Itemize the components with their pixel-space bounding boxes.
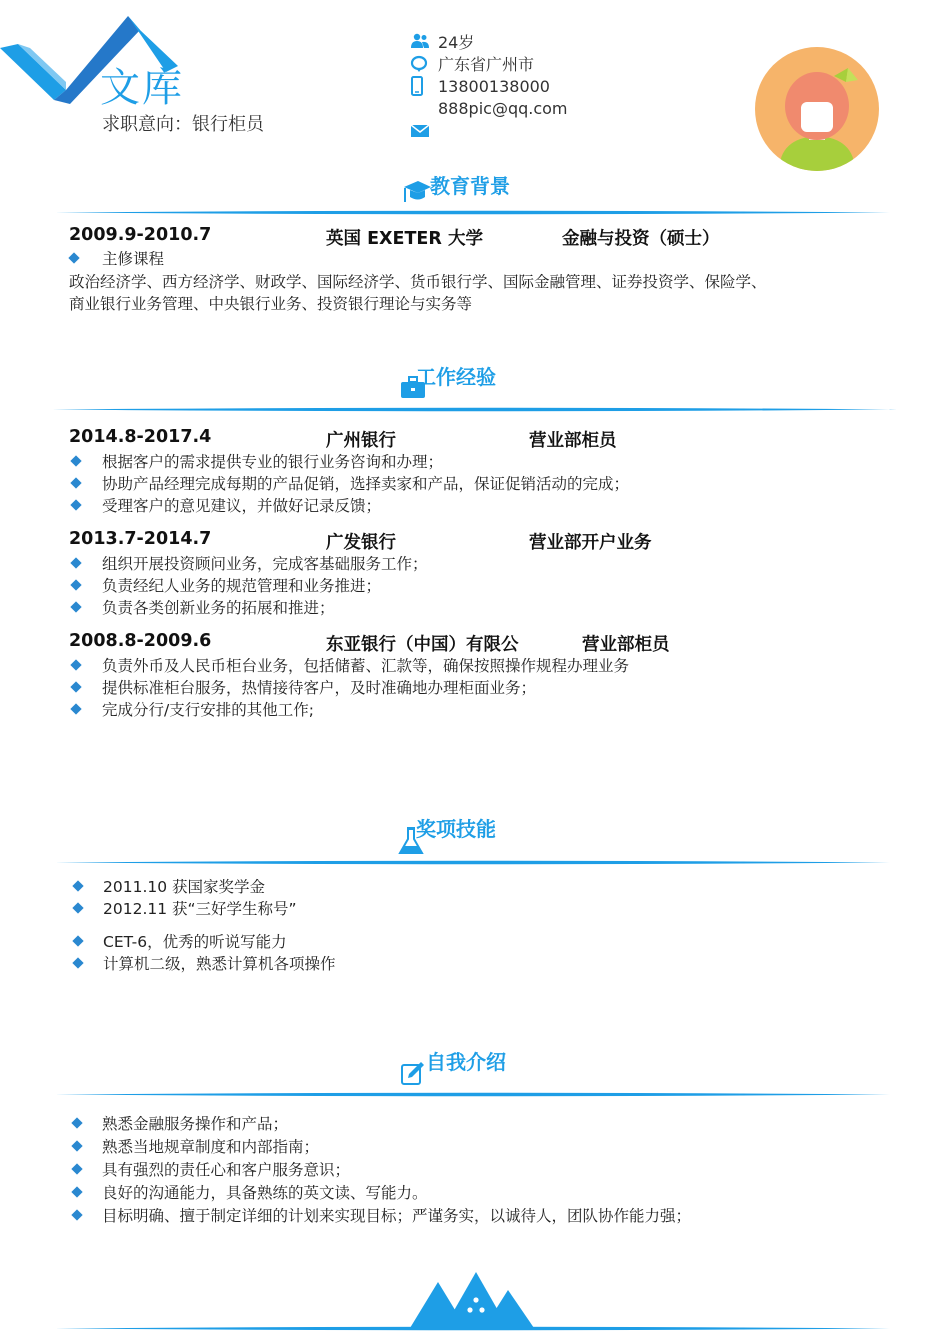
bullet-diamond-icon: [70, 499, 81, 510]
bullet-diamond-icon: [70, 659, 81, 670]
self-intro-item: 熟悉金融服务操作和产品；: [102, 1115, 289, 1133]
job-date: 2013.7-2014.7: [69, 529, 212, 549]
bullet-diamond-icon: [70, 557, 81, 568]
footer-mountains-icon: [410, 1272, 536, 1330]
bullet-diamond-icon: [72, 902, 83, 913]
job-duty: 受理客户的意见建议，并做好记录反馈；: [102, 497, 382, 515]
awards-title: 奖项技能: [416, 817, 496, 841]
skill-item: 计算机二级，熟悉计算机各项操作: [103, 955, 336, 973]
job-entry: [69, 427, 869, 451]
job-duty: 负责经纪人业务的规范管理和业务推进；: [102, 577, 382, 595]
contact-location: [410, 53, 568, 76]
self-intro-divider: [55, 1092, 895, 1096]
award-item: 2011.10 获国家奖学金: [103, 878, 266, 896]
job-company: 广州银行: [326, 431, 396, 451]
contact-phone: [410, 75, 568, 98]
candidate-name: 文库: [100, 65, 184, 111]
job-position: 营业部柜员: [529, 431, 617, 451]
self-intro-item: 熟悉当地规章制度和内部指南；: [102, 1138, 320, 1156]
education-entry: [69, 225, 869, 249]
work-divider: [52, 407, 897, 411]
job-entry: [69, 631, 869, 655]
footer-divider: [55, 1326, 895, 1330]
course-label: 主修课程: [102, 250, 165, 268]
job-date: 2008.8-2009.6: [69, 631, 212, 651]
self-intro-item: 良好的沟通能力，具备熟练的英文读、写能力。: [102, 1184, 428, 1202]
bullet-diamond-icon: [71, 1140, 82, 1151]
contact-email: [410, 98, 568, 121]
location-pin-icon: [410, 55, 434, 73]
job-position: 营业部开户业务: [529, 533, 652, 553]
job-duty: 根据客户的需求提供专业的银行业务咨询和办理；: [102, 453, 444, 471]
courses-line-1: 政治经济学、西方经济学、财政学、国际经济学、货币银行学、国际金融管理、证券投资学、保险学、: [69, 273, 767, 291]
job-company: 广发银行: [326, 533, 396, 553]
self-intro-item: 目标明确、擅于制定详细的计划来实现目标；严谨务实，以诚待人，团队协作能力强；: [102, 1207, 692, 1225]
bullet-diamond-icon: [72, 935, 83, 946]
education-date: 2009.9-2010.7: [69, 225, 212, 245]
avatar: [754, 46, 880, 172]
job-duty: 提供标准柜台服务，热情接待客户，及时准确地办理柜面业务；: [102, 679, 537, 697]
awards-divider: [55, 860, 895, 864]
bullet-diamond-icon: [72, 957, 83, 968]
education-major: 金融与投资（硕士）: [562, 229, 720, 249]
phone-text: 13800138000: [438, 76, 550, 96]
bullet-diamond-icon: [72, 880, 83, 891]
job-company: 东亚银行（中国）有限公: [326, 635, 519, 655]
bullet-diamond-icon: [71, 1163, 82, 1174]
job-date: 2014.8-2017.4: [69, 427, 212, 447]
job-position: 营业部柜员: [582, 635, 670, 655]
bullet-diamond-icon: [71, 1186, 82, 1197]
bullet-diamond-icon: [68, 252, 79, 263]
bullet-diamond-icon: [70, 703, 81, 714]
self-intro-item: 具有强烈的责任心和客户服务意识；: [102, 1161, 351, 1179]
age-text: 24岁: [438, 32, 475, 52]
contact-age: [410, 30, 568, 53]
courses-line-2: 商业银行业务管理、中央银行业务、投资银行理论与实务等: [69, 295, 473, 313]
envelope-icon: [410, 124, 434, 138]
education-title: 教育背景: [430, 174, 510, 198]
job-entry: [69, 529, 869, 553]
graduation-cap-icon: [402, 178, 432, 204]
bullet-diamond-icon: [70, 681, 81, 692]
bullet-diamond-icon: [70, 477, 81, 488]
edit-note-icon: [400, 1060, 426, 1086]
award-item: 2012.11 获“三好学生称号”: [103, 900, 297, 918]
job-duty: 负责各类创新业务的拓展和推进；: [102, 599, 335, 617]
phone-icon: [410, 76, 434, 96]
bullet-diamond-icon: [70, 601, 81, 612]
job-intent: 求职意向：银行柜员: [102, 114, 264, 135]
work-title: 工作经验: [416, 365, 496, 389]
contact-email-icon-row: [410, 120, 568, 143]
bullet-diamond-icon: [70, 455, 81, 466]
location-text: 广东省广州市: [438, 55, 535, 75]
job-duty: 完成分行/支行安排的其他工作;: [102, 701, 314, 719]
bullet-diamond-icon: [71, 1117, 82, 1128]
self-intro-title: 自我介绍: [426, 1050, 506, 1074]
job-duty: 协助产品经理完成每期的产品促销，选择卖家和产品，保证促销活动的完成；: [102, 475, 630, 493]
skill-item: CET-6，优秀的听说写能力: [103, 933, 287, 951]
contact-info: [410, 30, 568, 143]
email-text: 888pic@qq.com: [438, 99, 568, 119]
job-duty: 负责外币及人民币柜台业务，包括储蓄、汇款等，确保按照操作规程办理业务: [102, 657, 630, 675]
job-duty: 组织开展投资顾问业务，完成客基础服务工作；: [102, 555, 428, 573]
bullet-diamond-icon: [70, 579, 81, 590]
education-divider: [55, 210, 895, 214]
education-school: 英国 EXETER 大学: [326, 229, 483, 249]
bullet-diamond-icon: [71, 1209, 82, 1220]
people-icon: [410, 33, 434, 49]
